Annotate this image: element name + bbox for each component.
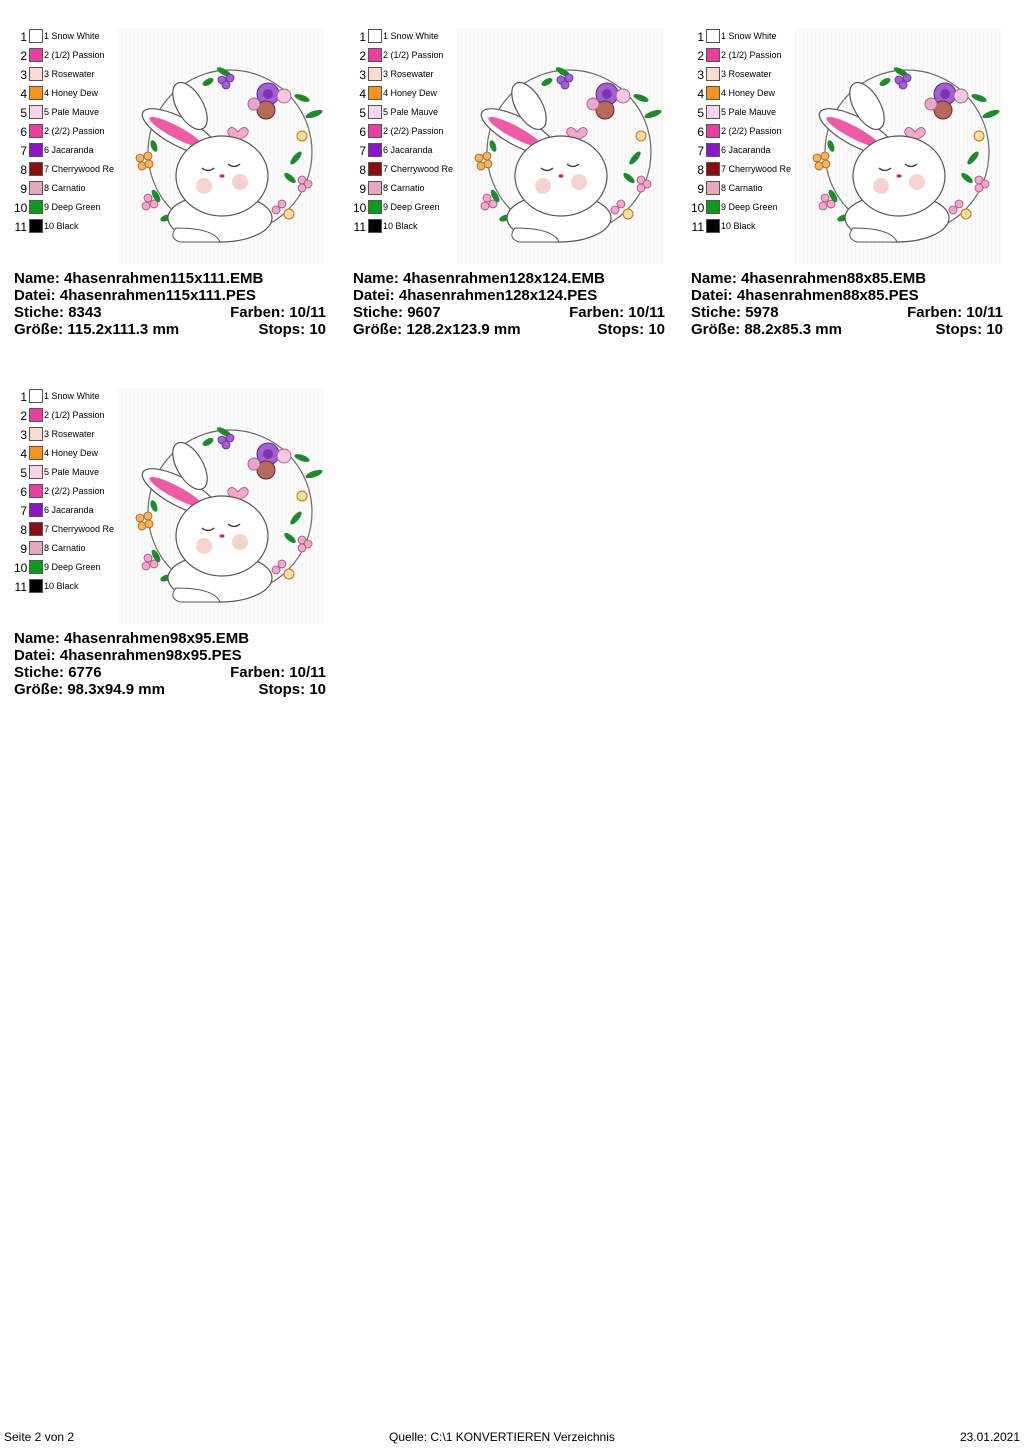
color-name: 10 Black [44, 581, 79, 591]
design-card [14, 388, 326, 708]
name-label: Name: [691, 270, 737, 287]
color-number: 11 [691, 220, 704, 234]
color-number: 3 [359, 68, 366, 82]
stop-count: 10 [648, 321, 665, 338]
color-swatch [706, 48, 720, 62]
color-number: 6 [697, 125, 704, 139]
color-swatch [706, 86, 720, 100]
color-number: 6 [20, 485, 27, 499]
stop-count: 10 [309, 321, 326, 338]
design-name: 4hasenrahmen98x95.EMB [64, 630, 250, 647]
bunny-frame-preview [795, 28, 1001, 264]
color-swatch [29, 541, 43, 555]
size-label: Größe: [14, 681, 64, 698]
color-swatch [29, 219, 43, 233]
color-number: 9 [20, 542, 27, 556]
color-swatch [368, 181, 382, 195]
color-number: 4 [359, 87, 366, 101]
color-number: 3 [20, 428, 27, 442]
color-name: 5 Pale Mauve [44, 107, 100, 117]
color-name: 5 Pale Mauve [721, 107, 777, 117]
color-swatch [706, 67, 720, 81]
stops-label: Stops: [935, 321, 983, 338]
color-count: 10/11 [966, 304, 1003, 321]
design-file: 4hasenrahmen98x95.PES [59, 647, 242, 664]
color-number: 5 [697, 106, 704, 120]
color-number: 5 [359, 106, 366, 120]
color-name: 1 Snow White [44, 31, 100, 41]
color-number: 1 [20, 390, 27, 404]
color-name: 7 Cherrywood Re [383, 164, 454, 174]
color-name: 5 Pale Mauve [383, 107, 439, 117]
colors-label: Farben: [569, 304, 625, 321]
color-name: 6 Jacaranda [721, 145, 771, 155]
stitch-count: 9607 [407, 304, 441, 321]
design-preview [795, 28, 1001, 264]
bunny-frame-preview [457, 28, 663, 264]
colors-label: Farben: [230, 664, 286, 681]
color-number: 2 [20, 409, 27, 423]
stops-label: Stops: [597, 321, 645, 338]
color-swatch [368, 219, 382, 233]
design-preview [118, 28, 324, 264]
color-swatch [29, 408, 43, 422]
color-number: 8 [20, 163, 27, 177]
color-number: 10 [691, 201, 705, 215]
color-name: 3 Rosewater [44, 69, 95, 79]
color-swatch [29, 427, 43, 441]
design-name: 4hasenrahmen88x85.EMB [741, 270, 927, 287]
color-count: 10/11 [289, 304, 326, 321]
design-preview [457, 28, 663, 264]
color-swatch [706, 143, 720, 157]
color-number: 9 [359, 182, 366, 196]
size-label: Größe: [353, 321, 403, 338]
design-info [353, 270, 665, 338]
color-number: 7 [20, 504, 27, 518]
color-name: 10 Black [383, 221, 418, 231]
color-number: 2 [20, 49, 27, 63]
design-card [353, 28, 665, 348]
color-name: 2 (1/2) Passion [44, 50, 105, 60]
color-swatch [706, 105, 720, 119]
color-swatch [368, 200, 382, 214]
size-label: Größe: [691, 321, 741, 338]
color-number: 8 [20, 523, 27, 537]
stop-count: 10 [309, 681, 326, 698]
color-name: 5 Pale Mauve [44, 467, 100, 477]
design-file: 4hasenrahmen115x111.PES [59, 287, 256, 304]
design-size: 115.2x111.3 mm [67, 321, 180, 338]
color-number: 7 [20, 144, 27, 158]
color-swatch [29, 143, 43, 157]
color-swatch [368, 29, 382, 43]
color-number: 7 [697, 144, 704, 158]
color-swatch [368, 124, 382, 138]
color-name: 2 (2/2) Passion [383, 126, 444, 136]
color-name: 3 Rosewater [721, 69, 772, 79]
source-path: Quelle: C:\1 KONVERTIEREN Verzeichnis [389, 1430, 615, 1444]
color-swatch [368, 48, 382, 62]
color-name: 6 Jacaranda [383, 145, 433, 155]
color-number: 10 [353, 201, 367, 215]
color-name: 7 Cherrywood Re [44, 164, 115, 174]
color-name: 4 Honey Dew [721, 88, 776, 98]
color-name: 8 Carnatio [721, 183, 763, 193]
color-number: 1 [697, 30, 704, 44]
color-number: 5 [20, 466, 27, 480]
page-number: Seite 2 von 2 [4, 1430, 75, 1444]
color-number: 11 [14, 220, 27, 234]
color-name: 9 Deep Green [44, 562, 101, 572]
color-number: 1 [20, 30, 27, 44]
stitches-label: Stiche: [353, 304, 404, 321]
color-name: 3 Rosewater [383, 69, 434, 79]
color-name: 2 (1/2) Passion [721, 50, 782, 60]
color-name: 6 Jacaranda [44, 505, 94, 515]
color-number: 1 [359, 30, 366, 44]
design-file: 4hasenrahmen128x124.PES [398, 287, 598, 304]
color-number: 8 [359, 163, 366, 177]
design-preview [118, 388, 324, 624]
color-name: 2 (2/2) Passion [44, 126, 105, 136]
design-info [14, 630, 326, 698]
colors-label: Farben: [907, 304, 963, 321]
file-label: Datei: [14, 647, 56, 664]
color-name: 8 Carnatio [44, 543, 86, 553]
color-swatch [706, 124, 720, 138]
color-number: 6 [20, 125, 27, 139]
color-swatch [368, 162, 382, 176]
color-number: 10 [14, 201, 28, 215]
color-name: 9 Deep Green [383, 202, 440, 212]
stops-label: Stops: [258, 681, 306, 698]
file-label: Datei: [691, 287, 733, 304]
color-name: 6 Jacaranda [44, 145, 94, 155]
color-name: 2 (2/2) Passion [721, 126, 782, 136]
color-swatch [29, 86, 43, 100]
color-number: 7 [359, 144, 366, 158]
color-number: 3 [697, 68, 704, 82]
file-label: Datei: [14, 287, 56, 304]
color-number: 11 [14, 580, 27, 594]
size-label: Größe: [14, 321, 64, 338]
design-card [691, 28, 1003, 348]
stitches-label: Stiche: [14, 304, 65, 321]
color-swatch [706, 162, 720, 176]
design-name: 4hasenrahmen128x124.EMB [403, 270, 605, 287]
color-name: 4 Honey Dew [44, 88, 99, 98]
color-number: 3 [20, 68, 27, 82]
color-name: 2 (1/2) Passion [383, 50, 444, 60]
design-size: 88.2x85.3 mm [744, 321, 842, 338]
color-swatch [29, 579, 43, 593]
color-name: 4 Honey Dew [44, 448, 99, 458]
color-name: 8 Carnatio [44, 183, 86, 193]
color-name: 8 Carnatio [383, 183, 425, 193]
color-swatch [29, 48, 43, 62]
color-name: 3 Rosewater [44, 429, 95, 439]
design-size: 98.3x94.9 mm [67, 681, 165, 698]
color-number: 4 [697, 87, 704, 101]
color-number: 8 [697, 163, 704, 177]
color-swatch [29, 67, 43, 81]
stitch-count: 8343 [68, 304, 102, 321]
design-name: 4hasenrahmen115x111.EMB [64, 270, 264, 287]
color-number: 2 [697, 49, 704, 63]
color-swatch [29, 162, 43, 176]
color-name: 10 Black [721, 221, 756, 231]
print-date: 23.01.2021 [959, 1430, 1020, 1444]
color-swatch [368, 67, 382, 81]
stops-label: Stops: [258, 321, 306, 338]
color-swatch [29, 181, 43, 195]
color-name: 4 Honey Dew [383, 88, 438, 98]
color-swatch [368, 86, 382, 100]
color-number: 9 [697, 182, 704, 196]
color-swatch [29, 465, 43, 479]
color-swatch [29, 522, 43, 536]
color-swatch [706, 181, 720, 195]
color-name: 7 Cherrywood Re [721, 164, 792, 174]
color-number: 11 [353, 220, 366, 234]
color-number: 4 [20, 87, 27, 101]
color-name: 2 (1/2) Passion [44, 410, 105, 420]
stitch-count: 6776 [68, 664, 102, 681]
color-swatch [706, 29, 720, 43]
bunny-frame-preview [118, 28, 324, 264]
color-swatch [29, 560, 43, 574]
color-number: 5 [20, 106, 27, 120]
bunny-frame-preview [118, 388, 324, 624]
color-name: 9 Deep Green [44, 202, 101, 212]
name-label: Name: [14, 270, 60, 287]
color-swatch [706, 219, 720, 233]
color-number: 10 [14, 561, 28, 575]
color-name: 1 Snow White [383, 31, 439, 41]
name-label: Name: [14, 630, 60, 647]
color-swatch [29, 389, 43, 403]
color-swatch [706, 200, 720, 214]
color-number: 6 [359, 125, 366, 139]
color-name: 9 Deep Green [721, 202, 778, 212]
color-swatch [29, 124, 43, 138]
color-number: 9 [20, 182, 27, 196]
color-swatch [29, 105, 43, 119]
color-number: 4 [20, 447, 27, 461]
color-swatch [29, 200, 43, 214]
color-name: 7 Cherrywood Re [44, 524, 115, 534]
color-swatch [29, 29, 43, 43]
color-name: 1 Snow White [44, 391, 100, 401]
design-info [14, 270, 326, 338]
design-card [14, 28, 326, 348]
color-swatch [368, 105, 382, 119]
file-label: Datei: [353, 287, 395, 304]
name-label: Name: [353, 270, 399, 287]
color-swatch [368, 143, 382, 157]
color-count: 10/11 [628, 304, 665, 321]
stitches-label: Stiche: [14, 664, 65, 681]
color-name: 2 (2/2) Passion [44, 486, 105, 496]
color-number: 2 [359, 49, 366, 63]
color-swatch [29, 484, 43, 498]
design-file: 4hasenrahmen88x85.PES [736, 287, 919, 304]
color-name: 1 Snow White [721, 31, 777, 41]
color-count: 10/11 [289, 664, 326, 681]
design-info [691, 270, 1003, 338]
stitch-count: 5978 [745, 304, 779, 321]
stitches-label: Stiche: [691, 304, 742, 321]
color-name: 10 Black [44, 221, 79, 231]
color-swatch [29, 503, 43, 517]
color-swatch [29, 446, 43, 460]
stop-count: 10 [986, 321, 1003, 338]
design-size: 128.2x123.9 mm [406, 321, 521, 338]
colors-label: Farben: [230, 304, 286, 321]
